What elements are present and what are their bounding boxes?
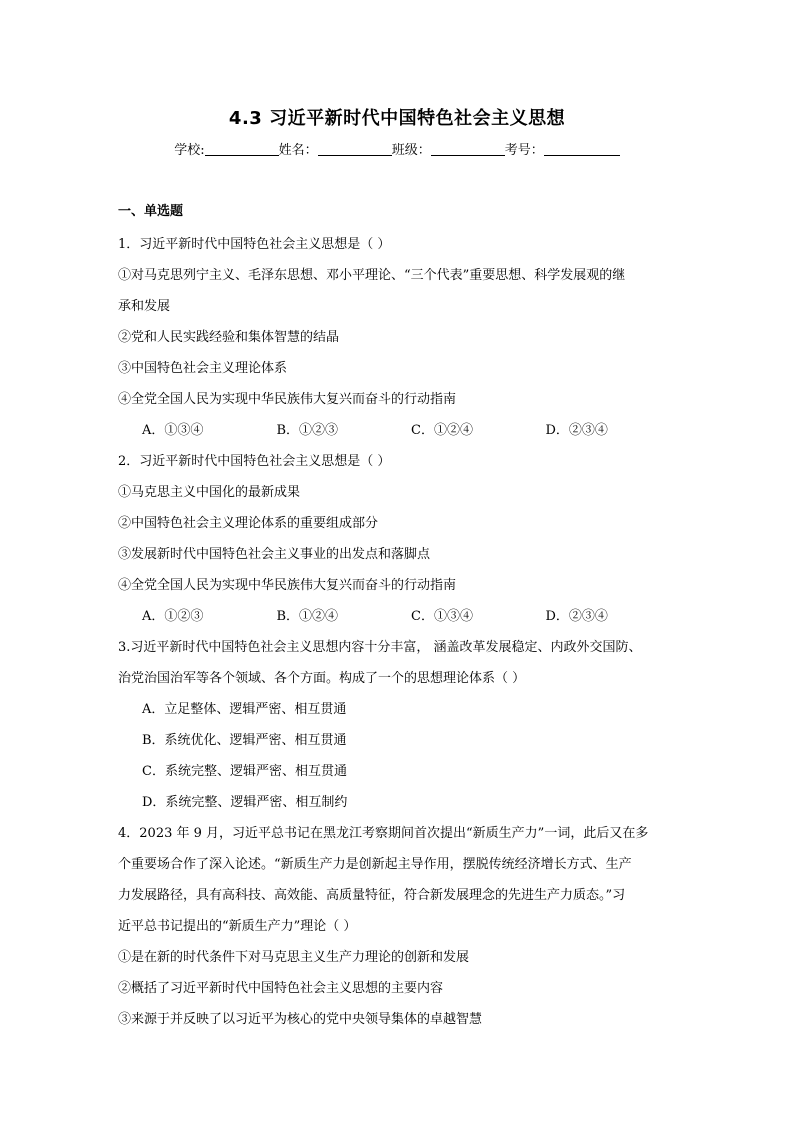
school-blank[interactable] (205, 143, 279, 156)
q1-item: 承和发展 (118, 299, 171, 314)
q2-item: ①马克思主义中国化的最新成果 (118, 485, 301, 500)
q2-item: ②中国特色社会主义理论体系的重要组成部分 (118, 516, 379, 531)
q1-option-b[interactable]: B．①②③ (276, 423, 339, 438)
name-label: 姓名： (278, 143, 318, 158)
q2-option-d[interactable]: D．②③④ (545, 609, 608, 624)
q4-stem: 个重要场合作了深入论述。“新质生产力是创新起主导作用，摆脱传统经济增长方式、生产 (118, 857, 632, 872)
q4-stem: 近平总书记提出的“新质生产力”理论（ ） (118, 919, 357, 934)
q2-option-a[interactable]: A．①②③ (142, 609, 204, 624)
student-info-line (0, 139, 794, 158)
page-title: 4.3 习近平新时代中国特色社会主义思想 (228, 108, 566, 129)
q1-item: ③中国特色社会主义理论体系 (118, 361, 288, 376)
q2-option-c[interactable]: C．①③④ (411, 609, 473, 624)
q1-options (118, 415, 680, 446)
q4-stem: 力发展路径，具有高科技、高效能、高质量特征，符合新发展理念的先进生产力质态。”习 (118, 888, 626, 903)
question-list (118, 203, 680, 1035)
q2-options (118, 601, 680, 632)
q3-option-d[interactable]: D．系统完整、逻辑严密、相互制约 (142, 795, 348, 810)
q1-option-a[interactable]: A．①③④ (142, 423, 204, 438)
q1-item: ①对马克思列宁主义、毛泽东思想、邓小平理论、“三个代表”重要思想、科学发展观的继 (118, 268, 626, 283)
q2-item: ④全党全国人民为实现中华民族伟大复兴而奋斗的行动指南 (118, 578, 457, 593)
q2-option-b[interactable]: B．①②④ (276, 609, 339, 624)
q4-item: ②概括了习近平新时代中国特色社会主义思想的主要内容 (118, 981, 444, 996)
q1-item: ②党和人民实践经验和集体智慧的结晶 (118, 330, 340, 345)
q4-item: ①是在新的时代条件下对马克思主义生产力理论的创新和发展 (118, 950, 470, 965)
q1-option-d[interactable]: D．②③④ (545, 423, 608, 438)
q1-stem: 1．习近平新时代中国特色社会主义思想是（ ） (118, 237, 391, 252)
class-label: 班级： (391, 143, 431, 158)
section-heading: 一、单选题 (118, 204, 184, 219)
q1-item: ④全党全国人民为实现中华民族伟大复兴而奋斗的行动指南 (118, 392, 457, 407)
q3-stem: 治党治国治军等各个领域、各个方面。构成了一个的思想理论体系（ ） (118, 671, 526, 686)
q2-stem: 2．习近平新时代中国特色社会主义思想是（ ） (118, 454, 391, 469)
q4-stem: 4．2023 年 9 月，习近平总书记在黑龙江考察期间首次提出“新质生产力”一词，此后又在多 (118, 826, 649, 841)
school-label: 学校: (174, 143, 205, 158)
q1-option-c[interactable]: C．①②④ (411, 423, 473, 438)
exam-no-blank[interactable] (544, 143, 620, 156)
q3-option-b[interactable]: B．系统优化、逻辑严密、相互贯通 (142, 733, 347, 748)
q3-option-c[interactable]: C．系统完整、逻辑严密、相互贯通 (142, 764, 347, 779)
q2-item: ③发展新时代中国特色社会主义事业的出发点和落脚点 (118, 547, 431, 562)
exam-no-label: 考号： (504, 143, 544, 158)
class-blank[interactable] (431, 143, 505, 156)
name-blank[interactable] (318, 143, 392, 156)
q4-item: ③来源于并反映了以习近平为核心的党中央领导集体的卓越智慧 (118, 1012, 483, 1027)
q3-stem: 3.习近平新时代中国特色社会主义思想内容十分丰富， 涵盖改革发展稳定、内政外交国防、 (118, 640, 642, 655)
q3-option-a[interactable]: A．立足整体、逻辑严密、相互贯通 (142, 702, 347, 717)
